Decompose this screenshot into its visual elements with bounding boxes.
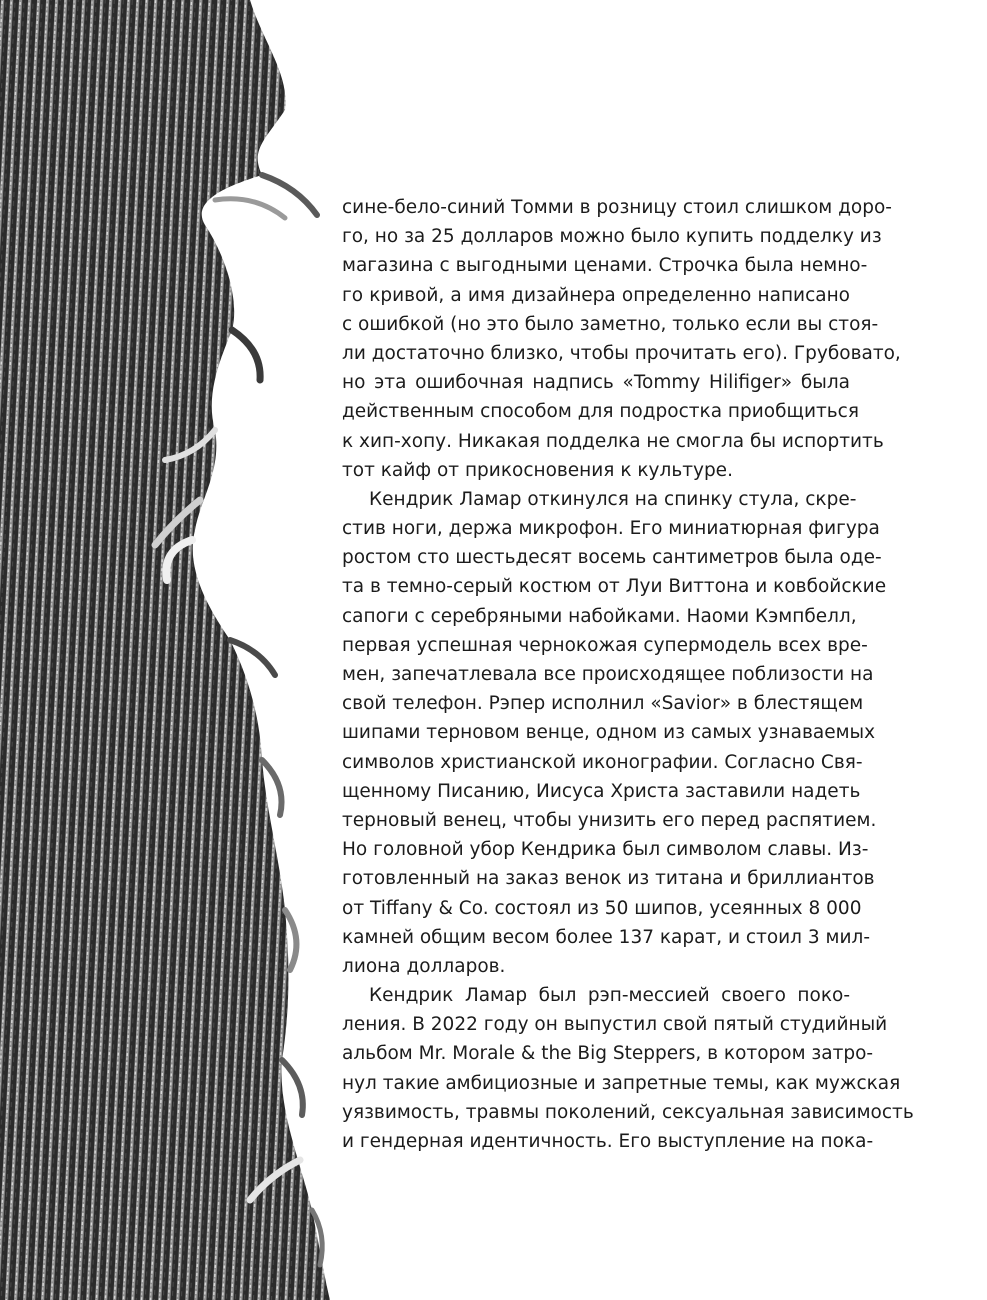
text-line: магазина с выгодными ценами. Строчка была немно- [342, 255, 868, 277]
paragraph-3 [342, 981, 914, 1156]
text-line: действенным способом для подростка приобщиться [342, 401, 859, 423]
text-line: уязвимость, травмы поколений, сексуальная зависимость [342, 1101, 914, 1123]
paragraph-1 [342, 193, 901, 485]
text-line: го, но за 25 долларов можно было купить подделку из [342, 226, 882, 248]
text-line: с ошибкой (но это было заметно, только если вы стоя- [342, 313, 879, 335]
text-line: щенному Писанию, Иисуса Христа заставили надеть [342, 780, 861, 802]
text-line: ростом сто шестьдесят восемь сантиметров была оде- [342, 547, 882, 569]
text-line: сине-бело-синий Томми в розницу стоил слишком доро- [342, 197, 892, 218]
text-line: нул такие амбициозные и запретные темы, как мужская [342, 1072, 901, 1094]
text-line: ления. В 2022 году он выпустил свой пятый студийный [342, 1014, 888, 1036]
text-line: Но головной убор Кендрика был символом славы. Из- [342, 839, 869, 861]
denim-fabric-image [0, 0, 360, 1300]
text-line: ли достаточно близко, чтобы прочитать его). Грубовато, [342, 342, 901, 364]
text-line: го кривой, а имя дизайнера определенно написано [342, 284, 850, 306]
fringe-threads [155, 175, 322, 1265]
text-line: мен, запечатлевала все происходящее поблизости на [342, 664, 874, 685]
text-line: первая успешная чернокожая супермодель всех вре- [342, 634, 868, 656]
text-line: свой телефон. Рэпер исполнил «Savior» в блестящем [342, 693, 864, 715]
text-line: стив ноги, держа микрофон. Его миниатюрная фигура [342, 518, 880, 540]
text-line: терновый венец, чтобы унизить его перед распятием. [342, 809, 877, 831]
text-line: шипами терновом венце, одном из самых узнаваемых [342, 722, 876, 744]
text-line: но эта ошибочная надпись «Tommy Hilifiger» была [342, 372, 850, 394]
text-line: камней общим весом более 137 карат, и стоил 3 мил- [342, 926, 871, 948]
text-line: готовленный на заказ венок из титана и бриллиантов [342, 868, 875, 890]
text-line: к хип-хопу. Никакая подделка не смогла бы испортить [342, 430, 884, 452]
text-line: та в темно-серый костюм от Луи Виттона и ковбойские [342, 576, 887, 598]
text-line: Кендрик Ламар откинулся на спинку стула, скре- [369, 488, 857, 510]
text-line: символов христианской иконографии. Согласно Свя- [342, 751, 863, 773]
body-text-column [342, 193, 914, 1156]
text-line: от Tiffany & Co. состоял из 50 шипов, усеянных 8 000 [342, 897, 862, 919]
fabric-fringe-shape [0, 0, 330, 1300]
text-line: лиона долларов. [342, 955, 506, 977]
text-line: сапоги с серебряными набойками. Наоми Кэмпбелл, [342, 605, 857, 627]
paragraph-2 [342, 485, 887, 981]
text-line: альбом Mr. Morale & the Big Steppers, в котором затро- [342, 1043, 874, 1065]
text-line: Кендрик Ламар был рэп-мессией своего поко- [369, 985, 850, 1007]
text-line: тот кайф от прикосновения к культуре. [342, 459, 733, 481]
text-line: и гендерная идентичность. Его выступление на пока- [342, 1131, 874, 1152]
